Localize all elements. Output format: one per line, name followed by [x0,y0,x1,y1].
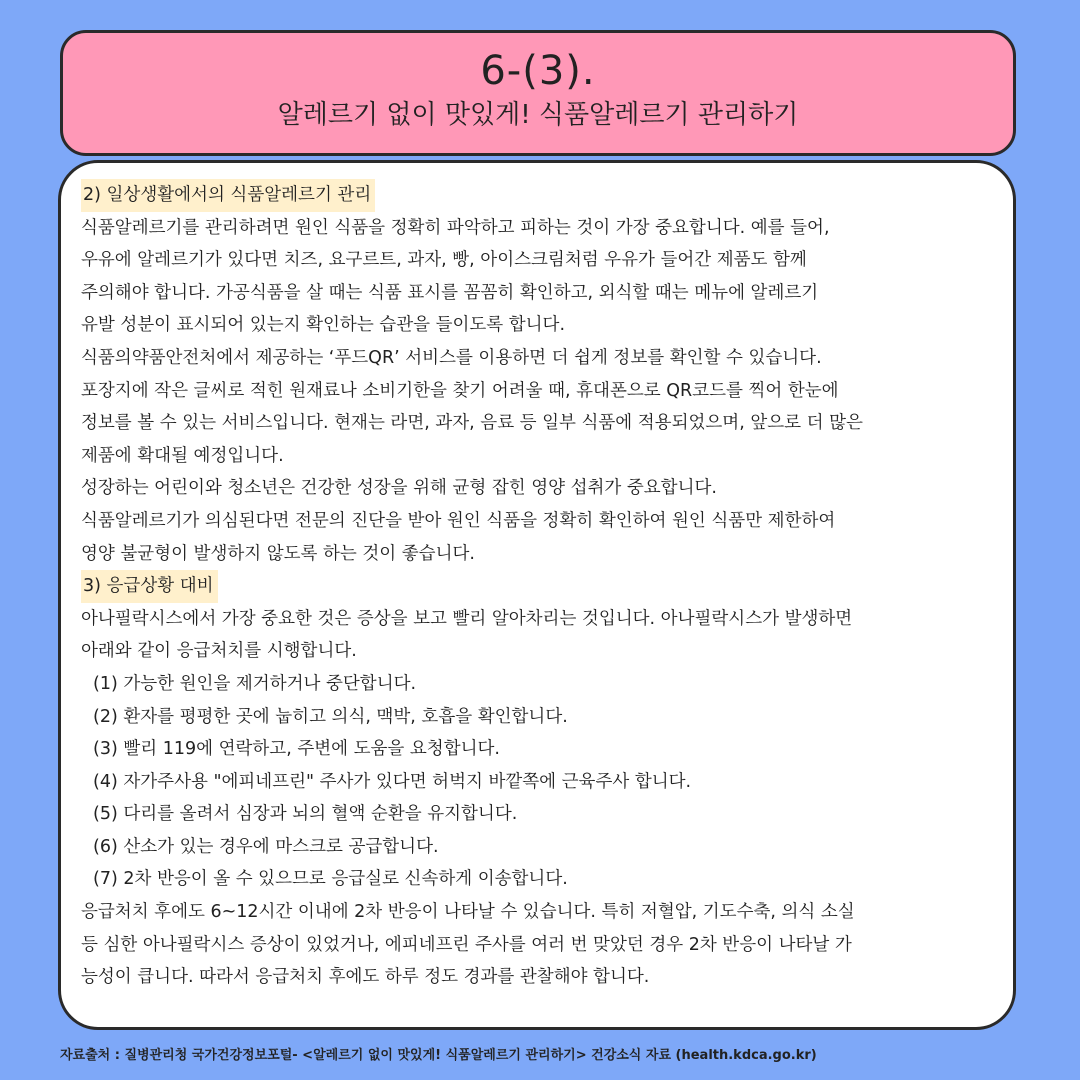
paragraph-line: 제품에 확대될 예정입니다. [81,445,284,466]
paragraph-line: 유발 성분이 표시되어 있는지 확인하는 습관을 들이도록 합니다. [81,315,566,336]
paragraph-line: 영양 불균형이 발생하지 않도록 하는 것이 좋습니다. [81,543,475,564]
first-aid-step: (4) 자가주사용 "에피네프린" 주사가 있다면 허벅지 바깥쪽에 근육주사 합니다. [93,771,692,792]
first-aid-step: (5) 다리를 올려서 심장과 뇌의 혈액 순환을 유지합니다. [93,804,518,825]
paragraph-line: 주의해야 합니다. 가공식품을 살 때는 식품 표시를 꼼꼼히 확인하고, 외식할 때는 메뉴에 알레르기 [81,282,819,303]
paragraph-line: 아나필락시스에서 가장 중요한 것은 증상을 보고 빨리 알아차리는 것입니다. 아나필락시스가 발생하면 [81,608,853,629]
section-3-heading: 3) 응급상황 대비 [81,570,218,603]
paragraph-line: 식품알레르기가 의심된다면 전문의 진단을 받아 원인 식품을 정확히 확인하여 원인 식품만 제한하여 [81,510,836,531]
paragraph-line: 응급처치 후에도 6~12시간 이내에 2차 반응이 나타날 수 있습니다. 특히 저혈압, 기도수축, 의식 소실 [81,902,855,923]
section-number: 6-(3). [480,48,596,94]
title-banner [60,30,1016,156]
first-aid-step: (6) 산소가 있는 경우에 마스크로 공급합니다. [93,836,439,857]
first-aid-step: (3) 빨리 119에 연락하고, 주변에 도움을 요청합니다. [93,739,500,760]
source-credit: 자료출처 : 질병관리청 국가건강정보포털- <알레르기 없이 맛있게! 식품알레르기 관리하기> 건강소식 자료 (health.kdca.go.kr) [60,1048,817,1063]
paragraph-line: 식품알레르기를 관리하려면 원인 식품을 정확히 파악하고 피하는 것이 가장 중요합니다. 예를 들어, [81,217,830,238]
paragraph-line: 능성이 큽니다. 따라서 응급처치 후에도 하루 정도 경과를 관찰해야 합니다. [81,967,650,988]
content-card [58,160,1016,1030]
paragraph-line: 식품의약품안전처에서 제공하는 ‘푸드QR’ 서비스를 이용하면 더 쉽게 정보를 확인할 수 있습니다. [81,347,822,368]
paragraph-line: 포장지에 작은 글씨로 적힌 원재료나 소비기한을 찾기 어려울 때, 휴대폰으로 QR코드를 찍어 한눈에 [81,380,839,401]
section-2-heading: 2) 일상생활에서의 식품알레르기 관리 [81,179,375,212]
first-aid-step: (1) 가능한 원인을 제거하거나 중단합니다. [93,673,417,694]
page-title: 알레르기 없이 맛있게! 식품알레르기 관리하기 [277,100,799,130]
paragraph-line: 정보를 볼 수 있는 서비스입니다. 현재는 라면, 과자, 음료 등 일부 식품에 적용되었으며, 앞으로 더 많은 [81,413,863,434]
paragraph-line: 성장하는 어린이와 청소년은 건강한 성장을 위해 균형 잡힌 영양 섭취가 중요합니다. [81,478,717,499]
first-aid-step: (2) 환자를 평평한 곳에 눕히고 의식, 맥박, 호흡을 확인합니다. [93,706,568,727]
paragraph-line: 등 심한 아나필락시스 증상이 있었거나, 에피네프린 주사를 여러 번 맞았던 경우 2차 반응이 나타날 가 [81,934,852,955]
paragraph-line: 우유에 알레르기가 있다면 치즈, 요구르트, 과자, 빵, 아이스크림처럼 우유가 들어간 제품도 함께 [81,250,807,271]
paragraph-line: 아래와 같이 응급처치를 시행합니다. [81,641,357,662]
first-aid-step: (7) 2차 반응이 올 수 있으므로 응급실로 신속하게 이송합니다. [93,869,568,890]
